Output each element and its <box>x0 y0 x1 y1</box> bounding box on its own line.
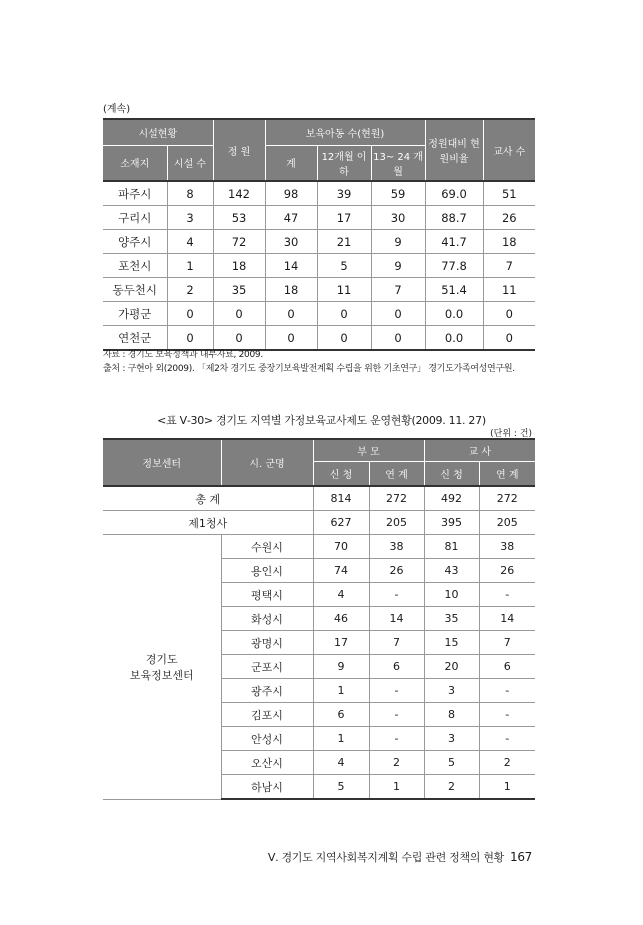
cell-region: 포천시 <box>103 254 167 278</box>
header-center: 정보센터 <box>103 439 221 486</box>
cell-parent-apply: 4 <box>313 751 369 775</box>
header-teachers: 교사 수 <box>483 119 535 181</box>
cell-office-label: 제1청사 <box>103 511 313 535</box>
cell-total: 18 <box>265 278 317 302</box>
cell-parent-link: 7 <box>369 631 424 655</box>
cell-region: 파주시 <box>103 181 167 206</box>
cell-teacher-apply: 2 <box>424 775 479 800</box>
cell-facilities: 3 <box>167 206 213 230</box>
cell-facilities: 8 <box>167 181 213 206</box>
cell-parent-apply: 1 <box>313 727 369 751</box>
cell-teacher-apply: 492 <box>424 486 479 511</box>
header-facility-count: 시설 수 <box>167 145 213 181</box>
cell-ratio: 69.0 <box>425 181 483 206</box>
cell-district: 김포시 <box>221 703 313 727</box>
cell-under-12m: 21 <box>317 230 371 254</box>
cell-parent-link: - <box>369 703 424 727</box>
cell-teacher-apply: 395 <box>424 511 479 535</box>
office-row <box>103 511 535 535</box>
cell-facilities: 2 <box>167 278 213 302</box>
source-note: 자료 : 경기도 보육정책과 내부자료, 2009. <box>103 350 263 360</box>
table-row <box>103 206 535 230</box>
cell-total-label: 총 계 <box>103 486 313 511</box>
cell-teacher-apply: 10 <box>424 583 479 607</box>
cell-teacher-link: - <box>479 703 535 727</box>
cell-region: 동두천시 <box>103 278 167 302</box>
cell-parent-link: - <box>369 679 424 703</box>
cell-parent-apply: 17 <box>313 631 369 655</box>
cell-region: 연천군 <box>103 326 167 351</box>
cell-under-12m: 5 <box>317 254 371 278</box>
cell-district: 용인시 <box>221 559 313 583</box>
continued-label: (계속) <box>103 104 131 115</box>
cell-parent-link: 205 <box>369 511 424 535</box>
header-total: 계 <box>265 145 317 181</box>
header-parents: 부 모 <box>313 439 424 461</box>
table-row <box>103 254 535 278</box>
header-facility-status: 시설현황 <box>103 119 213 145</box>
cell-facilities: 4 <box>167 230 213 254</box>
cell-parent-link: 6 <box>369 655 424 679</box>
center-name-line2: 보육정보센터 <box>129 668 194 682</box>
cell-teacher-link: 272 <box>479 486 535 511</box>
cell-parent-apply: 74 <box>313 559 369 583</box>
page-number: 167 <box>509 850 532 864</box>
cell-ratio: 51.4 <box>425 278 483 302</box>
cell-teachers: 11 <box>483 278 535 302</box>
header-teacher-apply: 신 청 <box>424 461 479 486</box>
cell-ratio: 77.8 <box>425 254 483 278</box>
cell-capacity: 53 <box>213 206 265 230</box>
header-district: 시. 군명 <box>221 439 313 486</box>
cell-13-24m: 9 <box>371 230 425 254</box>
cell-parent-link: 38 <box>369 535 424 559</box>
cell-teacher-link: - <box>479 679 535 703</box>
cell-district: 광주시 <box>221 679 313 703</box>
cell-teachers: 51 <box>483 181 535 206</box>
cell-total: 47 <box>265 206 317 230</box>
cell-teacher-apply: 15 <box>424 631 479 655</box>
cell-ratio: 41.7 <box>425 230 483 254</box>
cell-parent-apply: 1 <box>313 679 369 703</box>
cell-parent-link: 2 <box>369 751 424 775</box>
cell-capacity: 72 <box>213 230 265 254</box>
cell-parent-apply: 6 <box>313 703 369 727</box>
cell-teachers: 0 <box>483 326 535 351</box>
total-row <box>103 486 535 511</box>
home-childcare-teacher-table <box>103 438 535 800</box>
center-name-line1: 경기도 <box>145 652 178 666</box>
cell-district: 수원시 <box>221 535 313 559</box>
cell-capacity: 142 <box>213 181 265 206</box>
cell-13-24m: 0 <box>371 302 425 326</box>
cell-parent-apply: 627 <box>313 511 369 535</box>
cell-teacher-apply: 3 <box>424 727 479 751</box>
cell-facilities: 0 <box>167 326 213 351</box>
cell-under-12m: 17 <box>317 206 371 230</box>
cell-teachers: 0 <box>483 302 535 326</box>
cell-parent-link: - <box>369 727 424 751</box>
cell-total: 14 <box>265 254 317 278</box>
cell-under-12m: 0 <box>317 326 371 351</box>
cell-teacher-link: 2 <box>479 751 535 775</box>
cell-parent-apply: 70 <box>313 535 369 559</box>
cell-parent-apply: 5 <box>313 775 369 800</box>
cell-13-24m: 0 <box>371 326 425 351</box>
header-ratio: 정원대비 현원비율 <box>425 119 483 181</box>
cell-ratio: 88.7 <box>425 206 483 230</box>
cell-total: 98 <box>265 181 317 206</box>
table-row <box>103 535 535 559</box>
cell-teacher-link: 205 <box>479 511 535 535</box>
table-row <box>103 230 535 254</box>
unit-label: (단위 : 건) <box>490 429 532 439</box>
cell-total: 0 <box>265 326 317 351</box>
cell-capacity: 0 <box>213 302 265 326</box>
cell-facilities: 0 <box>167 302 213 326</box>
cell-parent-link: - <box>369 583 424 607</box>
cell-region: 가평군 <box>103 302 167 326</box>
table-row <box>103 302 535 326</box>
cell-13-24m: 9 <box>371 254 425 278</box>
cell-district: 화성시 <box>221 607 313 631</box>
cell-teacher-link: - <box>479 727 535 751</box>
cell-teacher-apply: 35 <box>424 607 479 631</box>
footer-chapter: Ⅴ. 경기도 지역사회복지계획 수립 관련 정책의 현황 <box>267 851 504 864</box>
cell-parent-apply: 46 <box>313 607 369 631</box>
cell-ratio: 0.0 <box>425 302 483 326</box>
cell-teacher-link: 26 <box>479 559 535 583</box>
cell-teacher-apply: 81 <box>424 535 479 559</box>
cell-center-name <box>103 535 221 800</box>
cell-teacher-apply: 8 <box>424 703 479 727</box>
cell-teacher-link: 7 <box>479 631 535 655</box>
cell-13-24m: 30 <box>371 206 425 230</box>
header-parent-apply: 신 청 <box>313 461 369 486</box>
cell-parent-link: 14 <box>369 607 424 631</box>
header-teachers: 교 사 <box>424 439 535 461</box>
citation-note: 출처 : 구현아 외(2009). 「제2차 경기도 중장기보육발전계획 수립을 위한 기초연구」 경기도가족여성연구원. <box>103 364 515 374</box>
cell-total: 30 <box>265 230 317 254</box>
cell-parent-apply: 4 <box>313 583 369 607</box>
cell-parent-link: 1 <box>369 775 424 800</box>
header-under-12m: 12개월 이하 <box>317 145 371 181</box>
cell-teacher-link: 6 <box>479 655 535 679</box>
cell-capacity: 35 <box>213 278 265 302</box>
header-location: 소재지 <box>103 145 167 181</box>
cell-13-24m: 7 <box>371 278 425 302</box>
table-caption: <표 Ⅴ-30> 경기도 지역별 가정보육교사제도 운영현황(2009. 11. 27) <box>157 414 486 427</box>
cell-total: 0 <box>265 302 317 326</box>
header-teacher-link: 연 계 <box>479 461 535 486</box>
cell-parent-link: 26 <box>369 559 424 583</box>
cell-teacher-apply: 43 <box>424 559 479 583</box>
cell-district: 평택시 <box>221 583 313 607</box>
cell-teacher-apply: 20 <box>424 655 479 679</box>
cell-teacher-apply: 3 <box>424 679 479 703</box>
cell-district: 오산시 <box>221 751 313 775</box>
cell-teachers: 7 <box>483 254 535 278</box>
cell-teachers: 26 <box>483 206 535 230</box>
cell-parent-link: 272 <box>369 486 424 511</box>
cell-region: 구리시 <box>103 206 167 230</box>
cell-parent-apply: 814 <box>313 486 369 511</box>
cell-teacher-link: - <box>479 583 535 607</box>
table-row <box>103 181 535 206</box>
cell-teacher-link: 1 <box>479 775 535 800</box>
cell-under-12m: 39 <box>317 181 371 206</box>
table-row <box>103 278 535 302</box>
cell-teachers: 18 <box>483 230 535 254</box>
cell-teacher-link: 38 <box>479 535 535 559</box>
cell-district: 군포시 <box>221 655 313 679</box>
cell-teacher-apply: 5 <box>424 751 479 775</box>
header-parent-link: 연 계 <box>369 461 424 486</box>
cell-capacity: 0 <box>213 326 265 351</box>
cell-teacher-link: 14 <box>479 607 535 631</box>
header-capacity: 정 원 <box>213 119 265 181</box>
cell-region: 양주시 <box>103 230 167 254</box>
header-13-24m: 13~ 24 개월 <box>371 145 425 181</box>
cell-13-24m: 59 <box>371 181 425 206</box>
cell-district: 광명시 <box>221 631 313 655</box>
cell-district: 안성시 <box>221 727 313 751</box>
cell-under-12m: 11 <box>317 278 371 302</box>
childcare-facility-table <box>103 118 535 351</box>
cell-facilities: 1 <box>167 254 213 278</box>
cell-ratio: 0.0 <box>425 326 483 351</box>
page-footer <box>268 849 532 865</box>
cell-capacity: 18 <box>213 254 265 278</box>
header-children-group: 보육아동 수(현원) <box>265 119 425 145</box>
cell-under-12m: 0 <box>317 302 371 326</box>
cell-parent-apply: 9 <box>313 655 369 679</box>
cell-district: 하남시 <box>221 775 313 800</box>
